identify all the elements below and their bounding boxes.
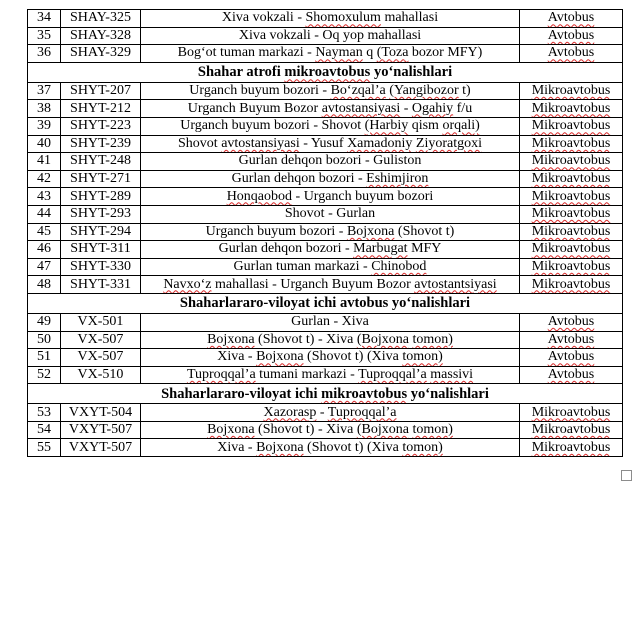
spellcheck-flag: Mikroavtobus (531, 404, 611, 420)
spellcheck-flag: avtostantsiyasi (414, 276, 497, 292)
spellcheck-flag: Bojxona (256, 349, 304, 365)
row-number: 34 (28, 10, 61, 28)
table-row (28, 276, 623, 294)
vehicle-type (520, 439, 623, 457)
row-number: 41 (28, 153, 61, 171)
vehicle-type (520, 100, 623, 118)
row-number: 39 (28, 117, 61, 135)
table-row (28, 135, 623, 153)
spellcheck-flag: Xamadoniy (347, 135, 413, 151)
spellcheck-flag: mikroavtobus (284, 64, 371, 81)
vehicle-type (520, 366, 623, 384)
routes-table (27, 9, 623, 457)
spellcheck-flag: Eshimjiron (366, 171, 429, 187)
page-corner-handle[interactable] (621, 470, 632, 481)
route-name: Navxo‘z mahallasi - Urganch Buyum Bozor avtostantsiyasi (141, 276, 520, 294)
route-name: Xiva vokzali - Shomoxulum mahallasi (141, 10, 520, 28)
route-name: Urganch Buyum Bozor avtostansiyasi - Ogahiy f/u (141, 100, 520, 118)
spellcheck-flag: Bojxona (207, 422, 255, 438)
route-code: SHYT-294 (61, 223, 141, 241)
row-number: 44 (28, 205, 61, 223)
spellcheck-flag: Honqaobod (226, 188, 293, 204)
table-row (28, 45, 623, 63)
spellcheck-flag: Navxo‘z (163, 276, 212, 292)
spellcheck-flag: Tuproqqal’a (186, 366, 256, 382)
table-row (28, 223, 623, 241)
spellcheck-flag: Tuproqqal’a (358, 366, 427, 382)
vehicle-type (520, 117, 623, 135)
spellcheck-flag: mikroavtobus (321, 385, 408, 402)
spellcheck-flag: Avtobus (547, 45, 595, 61)
spellcheck-flag: Avtobus (547, 349, 595, 365)
spellcheck-flag: Bojxona (256, 439, 304, 455)
route-name: Bojxona (Shovot t) - Xiva (Bojxona tomon) (141, 421, 520, 439)
row-number: 53 (28, 404, 61, 422)
vehicle-type (520, 153, 623, 171)
spellcheck-flag: Bojxona (207, 331, 255, 347)
spellcheck-flag: Nayman (315, 45, 363, 61)
row-number: 54 (28, 421, 61, 439)
row-number: 48 (28, 276, 61, 294)
table-row (28, 258, 623, 276)
table-row (28, 82, 623, 100)
row-number: 36 (28, 45, 61, 63)
vehicle-type (520, 82, 623, 100)
spellcheck-flag: Shomoxulum (305, 10, 381, 26)
row-number: 46 (28, 241, 61, 259)
section-header-row (28, 384, 623, 404)
table-row (28, 10, 623, 28)
spellcheck-flag: tomon) (402, 439, 443, 455)
vehicle-type (520, 313, 623, 331)
route-code: VXYT-507 (61, 439, 141, 457)
spellcheck-flag: tomon) (412, 331, 453, 347)
route-name: Gurlan - Xiva (141, 313, 520, 331)
route-code: VX-501 (61, 313, 141, 331)
section-header-row (28, 293, 623, 313)
spellcheck-flag: avtostansiyasi (221, 135, 300, 151)
spellcheck-flag: Mikroavtobus (531, 206, 611, 222)
route-name: Bojxona (Shovot t) - Xiva (Bojxona tomon) (141, 331, 520, 349)
spellcheck-flag: Mikroavtobus (531, 439, 611, 455)
route-code: SHYT-207 (61, 82, 141, 100)
spellcheck-flag: Avtobus (547, 314, 595, 330)
spellcheck-flag: Chinobod (371, 259, 427, 275)
spellcheck-flag: tomon) (402, 349, 443, 365)
table-row (28, 27, 623, 45)
section-title: Shaharlararo-viloyat ichi avtobus yo‘nalishlari (28, 293, 623, 313)
section-header-row (28, 62, 623, 82)
vehicle-type (520, 188, 623, 206)
table-row (28, 349, 623, 367)
spellcheck-flag: Xazorasp (263, 404, 317, 420)
route-name: Xazorasp - Tuproqqal’a (141, 404, 520, 422)
route-name: Xiva vokzali - Oq yop mahallasi (141, 27, 520, 45)
spellcheck-flag: Avtobus (547, 10, 595, 26)
row-number: 49 (28, 313, 61, 331)
spellcheck-flag: Avtobus (547, 366, 595, 382)
section-title: Shaharlararo-viloyat ichi mikroavtobus yo‘nalishlari (28, 384, 623, 404)
vehicle-type (520, 135, 623, 153)
row-number: 38 (28, 100, 61, 118)
route-name: Gurlan dehqon bozori - Guliston (141, 153, 520, 171)
route-code: VX-507 (61, 349, 141, 367)
spellcheck-flag: Mikroavtobus (531, 171, 611, 187)
table-row (28, 205, 623, 223)
spellcheck-flag: Avtobus (547, 27, 595, 43)
vehicle-type (520, 421, 623, 439)
route-code: SHYT-212 (61, 100, 141, 118)
route-code: SHYT-248 (61, 153, 141, 171)
spellcheck-flag: Mikroavtobus (531, 118, 611, 134)
spellcheck-flag: Avtobus (547, 331, 595, 347)
spellcheck-flag: Ziyoratgoxi (415, 135, 482, 151)
route-name: Honqaobod - Urganch buyum bozori (141, 188, 520, 206)
spellcheck-flag: Ogahiy (411, 100, 454, 116)
spellcheck-flag: Mikroavtobus (531, 241, 611, 257)
spellcheck-flag: Tuproqqal’a (327, 404, 397, 420)
route-code: SHYT-293 (61, 205, 141, 223)
row-number: 37 (28, 82, 61, 100)
route-name: Gurlan tuman markazi - Chinobod (141, 258, 520, 276)
route-name: Shovot - Gurlan (141, 205, 520, 223)
table-row (28, 421, 623, 439)
row-number: 51 (28, 349, 61, 367)
table-row (28, 331, 623, 349)
vehicle-type (520, 45, 623, 63)
route-name: Gurlan dehqon bozori - Marbugat MFY (141, 241, 520, 259)
route-name: Urganch buyum bozori - Bo‘zqal’a (Yangibozor t) (141, 82, 520, 100)
table-row (28, 404, 623, 422)
route-code: SHYT-311 (61, 241, 141, 259)
spellcheck-flag: (Toza (376, 45, 409, 61)
table-row (28, 100, 623, 118)
row-number: 42 (28, 170, 61, 188)
route-code: SHYT-271 (61, 170, 141, 188)
spellcheck-flag: massivi (430, 366, 474, 382)
spellcheck-flag: tomon) (412, 422, 453, 438)
vehicle-type (520, 331, 623, 349)
spellcheck-flag: Mikroavtobus (531, 83, 611, 99)
row-number: 55 (28, 439, 61, 457)
spellcheck-flag: (Bojxona (356, 331, 409, 347)
row-number: 47 (28, 258, 61, 276)
spellcheck-flag: (Harbiy (364, 118, 409, 134)
table-row (28, 117, 623, 135)
route-name: Urganch buyum bozori - Shovot (Harbiy qism orqali) (141, 117, 520, 135)
vehicle-type (520, 404, 623, 422)
spellcheck-flag: Mikroavtobus (531, 153, 611, 169)
row-number: 35 (28, 27, 61, 45)
spellcheck-flag: Mikroavtobus (531, 188, 611, 204)
table-row (28, 366, 623, 384)
vehicle-type (520, 241, 623, 259)
route-name: Bog‘ot tuman markazi - Nayman q (Toza bozor MFY) (141, 45, 520, 63)
routes-table-body (28, 10, 623, 457)
table-row (28, 153, 623, 171)
spellcheck-flag: Mikroavtobus (531, 422, 611, 438)
route-name: Shovot avtostansiyasi - Yusuf Xamadoniy Ziyoratgoxi (141, 135, 520, 153)
spellcheck-flag: Mikroavtobus (531, 135, 611, 151)
spellcheck-flag: (Yangibozor (389, 83, 459, 99)
route-code: SHYT-223 (61, 117, 141, 135)
route-code: VX-510 (61, 366, 141, 384)
vehicle-type (520, 276, 623, 294)
spellcheck-flag: Mikroavtobus (531, 100, 611, 116)
spellcheck-flag: Mikroavtobus (531, 276, 611, 292)
route-code: SHAY-329 (61, 45, 141, 63)
spellcheck-flag: Mikroavtobus (531, 223, 611, 239)
table-row (28, 313, 623, 331)
row-number: 45 (28, 223, 61, 241)
spellcheck-flag: Bojxona (346, 223, 395, 239)
route-code: SHYT-239 (61, 135, 141, 153)
route-name: Tuproqqal’a tumani markazi - Tuproqqal’a massivi (141, 366, 520, 384)
route-code: SHYT-330 (61, 258, 141, 276)
table-row (28, 188, 623, 206)
route-code: SHYT-289 (61, 188, 141, 206)
row-number: 52 (28, 366, 61, 384)
route-name: Xiva - Bojxona (Shovot t) (Xiva tomon) (141, 439, 520, 457)
spellcheck-flag: Marbugat (353, 241, 408, 257)
vehicle-type (520, 27, 623, 45)
section-title: Shahar atrofi mikroavtobus yo‘nalishlari (28, 62, 623, 82)
vehicle-type (520, 10, 623, 28)
route-code: VXYT-507 (61, 421, 141, 439)
vehicle-type (520, 170, 623, 188)
route-name: Gurlan dehqon bozori - Eshimjiron (141, 170, 520, 188)
vehicle-type (520, 205, 623, 223)
route-code: SHAY-325 (61, 10, 141, 28)
vehicle-type (520, 258, 623, 276)
spellcheck-flag: Mikroavtobus (531, 259, 611, 275)
spellcheck-flag: avtostansiyasi (321, 100, 401, 116)
route-code: VXYT-504 (61, 404, 141, 422)
spellcheck-flag: Bo‘zqal’a (330, 83, 386, 99)
route-code: SHAY-328 (61, 27, 141, 45)
spellcheck-flag: orqali) (442, 118, 480, 134)
route-name: Xiva - Bojxona (Shovot t) (Xiva tomon) (141, 349, 520, 367)
table-row (28, 241, 623, 259)
route-name: Urganch buyum bozori - Bojxona (Shovot t) (141, 223, 520, 241)
row-number: 43 (28, 188, 61, 206)
spellcheck-flag: (Bojxona (356, 422, 409, 438)
vehicle-type (520, 223, 623, 241)
row-number: 50 (28, 331, 61, 349)
vehicle-type (520, 349, 623, 367)
route-code: VX-507 (61, 331, 141, 349)
table-row (28, 170, 623, 188)
route-code: SHYT-331 (61, 276, 141, 294)
table-row (28, 439, 623, 457)
row-number: 40 (28, 135, 61, 153)
